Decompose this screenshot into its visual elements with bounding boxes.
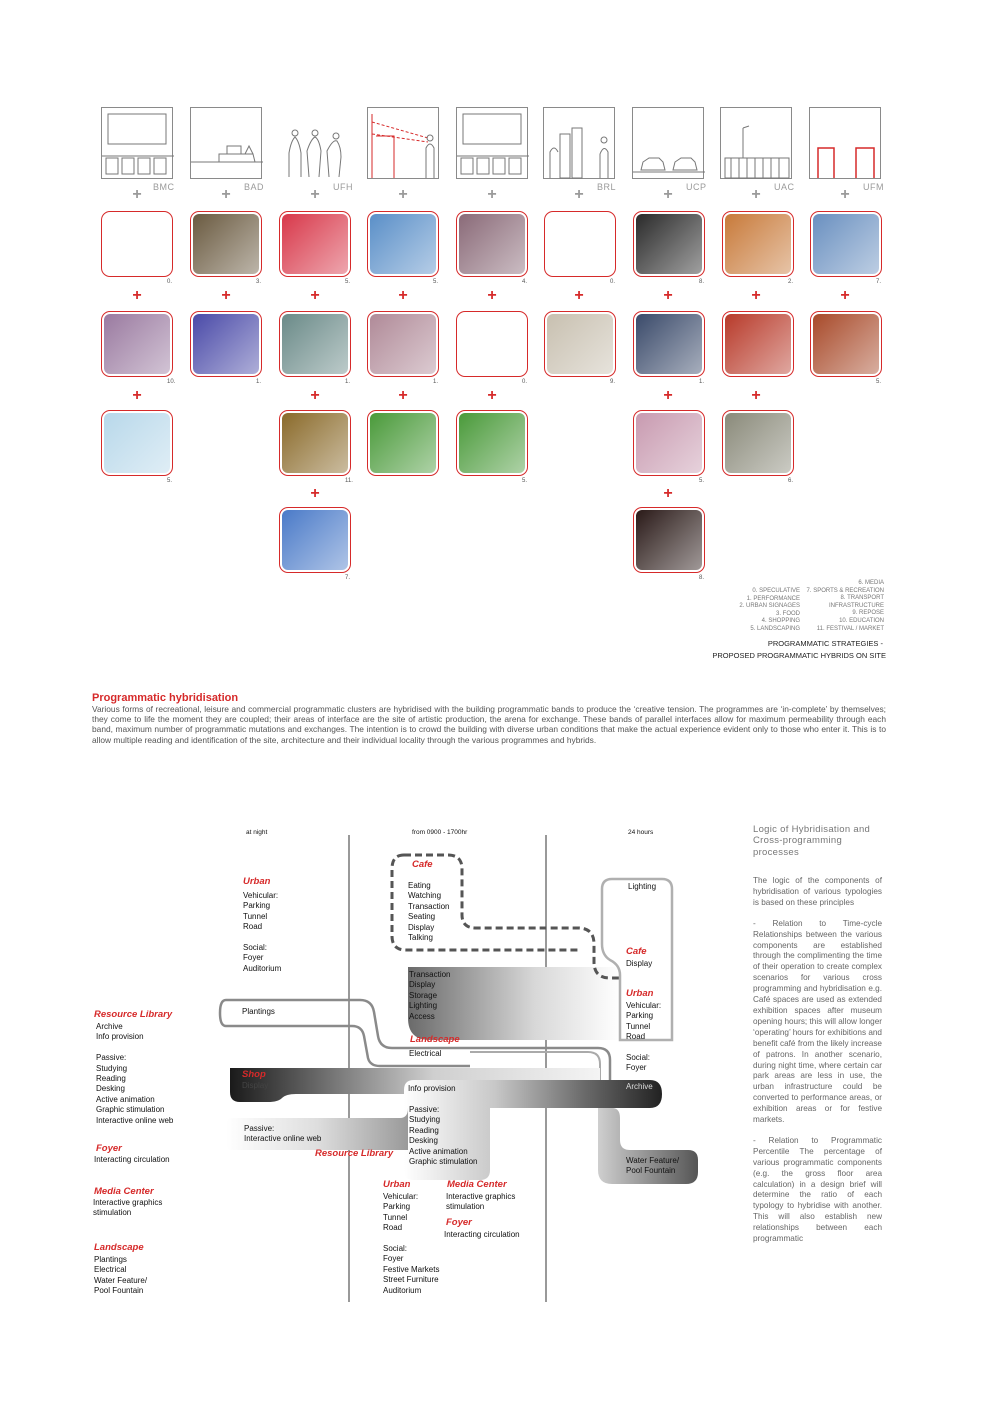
plus-icon: + bbox=[751, 387, 761, 404]
list-line: Foyer bbox=[626, 1063, 647, 1073]
tile-number: 8. bbox=[699, 279, 705, 285]
tile-number: 2. bbox=[788, 279, 794, 285]
section-body: Various forms of recreational, leisure and commercial programmatic clusters are hybridised with the building programmatic bands to produce the ‘creative tension. The programmes are ‘in-complete’ by themselves; they come to life the moment they are coupled; their areas of interface are the site of artistic production, the arena for exchange. These bands of parallel interfaces allow for maximum permeability through each band, maximum number of programmatic mutations and exchanges. The intention is to crowd the building with diverse urban conditions that make the actual experience evident only to those who enter it. This is to allow multiple reading and identification of the site, architecture and their individual locality through the various programmes and hybrids. bbox=[92, 704, 886, 745]
time-label-day: from 0900 - 1700hr bbox=[412, 829, 468, 836]
list-line: Graphic stimulation bbox=[409, 1157, 478, 1167]
list-line: Road bbox=[383, 1223, 403, 1233]
tile-number: 1. bbox=[433, 379, 439, 385]
strategies-line-1: PROGRAMMATIC STRATEGIES - bbox=[767, 639, 883, 648]
cafe-list bbox=[408, 881, 450, 943]
resource-library-mid: Resource Library bbox=[315, 1148, 394, 1159]
list-line: Seating bbox=[408, 912, 436, 922]
plus-icon: + bbox=[132, 186, 142, 203]
legend-item: 5. LANDSCAPING bbox=[750, 625, 800, 632]
legend-item: 1. PERFORMANCE bbox=[746, 595, 800, 602]
shop-title: Shop bbox=[242, 1069, 266, 1080]
cafe-right-line: Display bbox=[626, 959, 653, 968]
list-line: Road bbox=[243, 922, 263, 932]
list-line: Passive: bbox=[409, 1105, 440, 1114]
list-line: stimulation bbox=[93, 1208, 132, 1218]
list-line bbox=[383, 1234, 439, 1244]
sidebar-title: Logic of Hybridisation and Cross-programming processes bbox=[753, 824, 871, 858]
list-line: Vehicular: bbox=[243, 891, 279, 900]
time-label-allday: 24 hours bbox=[628, 829, 654, 836]
plus-icon: + bbox=[221, 186, 231, 203]
tile-number: 6. bbox=[788, 478, 794, 484]
info-provision-label: Info provision bbox=[408, 1084, 456, 1093]
list-line: Vehicular: bbox=[626, 1001, 662, 1010]
urban-top-title: Urban bbox=[243, 876, 271, 887]
list-line: Street Furniture bbox=[383, 1275, 439, 1285]
plus-icon: + bbox=[398, 186, 408, 203]
shop-line: Display bbox=[242, 1081, 269, 1090]
strategies-line-2: PROPOSED PROGRAMMATIC HYBRIDS ON SITE bbox=[712, 651, 886, 660]
legend-item: 8. TRANSPORT bbox=[840, 595, 884, 602]
plus-icon: + bbox=[310, 186, 320, 203]
list-line bbox=[96, 1043, 173, 1053]
sidebar-paragraph-2: - Relation to Time-cycle Relationships between the various components are established through the complimenting the time of their operation to create complex scenarios for various cross programming and hybridisation e.g. Café spaces are used as extended exhibition spaces after museum opening hours; this will allow longer ‘operating’ hours for exhibitions and benefit café from the likely increase of patrons. In another scenario, during night time, where certain car park areas are less in use, the urban infrastructure could be converted to performance areas, or exhibition areas or for festive markets. bbox=[753, 918, 882, 1125]
list-line: Water Feature/ bbox=[94, 1275, 148, 1285]
cafe-right-title: Cafe bbox=[626, 946, 647, 957]
typology-code: UCP bbox=[686, 182, 707, 192]
list-line: Interactive online web bbox=[96, 1115, 174, 1125]
plus-icon: + bbox=[398, 387, 408, 404]
list-line: Watching bbox=[408, 891, 442, 901]
typology-code: BAD bbox=[244, 182, 265, 192]
list-line bbox=[243, 933, 281, 943]
cafe-title: Cafe bbox=[412, 859, 433, 870]
plus-icon: + bbox=[574, 186, 584, 203]
list-line: Interactive graphics bbox=[446, 1192, 516, 1201]
list-line: Plantings bbox=[94, 1255, 127, 1264]
tile-number: 8. bbox=[699, 575, 705, 581]
plus-icon: + bbox=[487, 186, 497, 203]
list-line: Storage bbox=[409, 990, 438, 1000]
plus-icon: + bbox=[663, 287, 673, 304]
bottom-media-list bbox=[446, 1192, 515, 1213]
plus-icon: + bbox=[840, 186, 850, 203]
plantings-cap bbox=[220, 1000, 226, 1026]
list-line: Access bbox=[409, 1011, 435, 1021]
legend-item: 7. SPORTS & RECREATION bbox=[806, 587, 884, 594]
list-line: Auditorium bbox=[383, 1285, 422, 1295]
list-line: Transaction bbox=[408, 901, 450, 911]
list-line: Pool Fountain bbox=[94, 1286, 144, 1296]
tile-number: 5. bbox=[167, 478, 173, 484]
list-line: Active animation bbox=[409, 1146, 468, 1156]
tile-number: 0. bbox=[610, 279, 616, 285]
archive-label: Archive bbox=[626, 1082, 653, 1091]
tile-number: 5. bbox=[876, 379, 882, 385]
list-line: Festive Markets bbox=[383, 1264, 440, 1274]
plus-icon: + bbox=[132, 287, 142, 304]
typology-code: BRL bbox=[597, 182, 617, 192]
legend-item: INFRASTRUCTURE bbox=[829, 602, 884, 609]
bottom-urban-title: Urban bbox=[383, 1179, 411, 1190]
legend-item: 3. FOOD bbox=[775, 610, 800, 617]
tile-number: 11. bbox=[345, 478, 353, 484]
list-line: Interactive online web bbox=[244, 1134, 322, 1144]
left-resource-list bbox=[96, 1022, 173, 1126]
plus-icon: + bbox=[310, 387, 320, 404]
left-resource-title: Resource Library bbox=[94, 1009, 173, 1020]
passive-left-list bbox=[244, 1124, 321, 1145]
landscape-mid-title: Landscape bbox=[410, 1034, 460, 1045]
legend-item: 11. FESTIVAL / MARKET bbox=[816, 625, 884, 632]
sidebar-paragraph-3: - Relation to Programmatic Percentile The percentage of various programmatic components (e.g. the gross floor area calculation) in a design brief will determine the ratio of each typology to hybridise with another. This will also establish new relationships between each programmatic bbox=[753, 1135, 882, 1244]
list-line: Lighting bbox=[409, 1001, 438, 1011]
bottom-foyer-title: Foyer bbox=[446, 1217, 472, 1228]
tile-number: 4. bbox=[522, 279, 528, 285]
list-line: Archive bbox=[96, 1022, 123, 1031]
tile-number: 5. bbox=[522, 478, 528, 484]
plus-icon: + bbox=[574, 287, 584, 304]
list-line: Passive: bbox=[96, 1053, 127, 1063]
bottom-urban-list bbox=[383, 1192, 439, 1296]
list-line: Eating bbox=[408, 881, 431, 890]
urban-right-title: Urban bbox=[626, 988, 654, 999]
list-line: Interacting circulation bbox=[444, 1230, 520, 1239]
list-line: Transaction bbox=[409, 970, 451, 979]
legend-item: 9. REPOSE bbox=[852, 610, 884, 617]
plus-icon: + bbox=[663, 186, 673, 203]
tile-number: 7. bbox=[876, 279, 882, 285]
list-line: Water Feature/ bbox=[626, 1156, 680, 1165]
plus-icon: + bbox=[221, 287, 231, 304]
list-line: Parking bbox=[243, 901, 271, 911]
tile-number: 0. bbox=[167, 279, 173, 285]
list-line: Display bbox=[409, 980, 436, 990]
list-line: Electrical bbox=[94, 1265, 127, 1275]
lighting-label: Lighting bbox=[628, 882, 657, 891]
list-line: stimulation bbox=[446, 1202, 485, 1212]
list-line: Foyer bbox=[243, 953, 264, 963]
list-line: Vehicular: bbox=[383, 1192, 419, 1201]
plus-icon: + bbox=[663, 485, 673, 502]
tile-number: 5. bbox=[345, 279, 351, 285]
electrical-label: Electrical bbox=[409, 1049, 442, 1058]
tile-number: 1. bbox=[256, 379, 262, 385]
sidebar-body bbox=[753, 876, 882, 1255]
tile-number: 9. bbox=[610, 379, 616, 385]
time-label-night: at night bbox=[246, 829, 268, 836]
list-line: Passive: bbox=[244, 1124, 275, 1133]
list-line: Active animation bbox=[96, 1094, 155, 1104]
list-line: Social: bbox=[626, 1053, 651, 1063]
list-line: Studying bbox=[96, 1063, 128, 1073]
left-foyer-list bbox=[94, 1155, 170, 1165]
list-line: Info provision bbox=[96, 1032, 144, 1042]
list-line: Interacting circulation bbox=[94, 1155, 170, 1164]
list-line: Auditorium bbox=[243, 963, 282, 973]
left-media-list bbox=[93, 1198, 162, 1219]
list-line: Social: bbox=[243, 943, 268, 953]
section-title: Programmatic hybridisation bbox=[92, 692, 239, 704]
plus-icon: + bbox=[487, 387, 497, 404]
list-line: Reading bbox=[96, 1074, 126, 1084]
tile-number: 5. bbox=[699, 478, 705, 484]
urban-top-list bbox=[243, 891, 281, 974]
list-line: Talking bbox=[408, 933, 433, 943]
list-line: Interactive graphics bbox=[93, 1198, 163, 1207]
bottom-media-title: Media Center bbox=[447, 1179, 507, 1190]
plus-icon: + bbox=[398, 287, 408, 304]
left-media-title: Media Center bbox=[94, 1186, 154, 1197]
list-line: Reading bbox=[409, 1125, 439, 1135]
list-line: Foyer bbox=[383, 1254, 404, 1264]
urban-right-list bbox=[626, 1001, 661, 1074]
legend-item: 2. URBAN SIGNAGES bbox=[739, 603, 800, 610]
list-line: Display bbox=[408, 922, 435, 932]
tile-number: 5. bbox=[433, 279, 439, 285]
plus-icon: + bbox=[310, 287, 320, 304]
plus-icon: + bbox=[132, 387, 142, 404]
plantings-label: Plantings bbox=[242, 1007, 275, 1016]
list-line bbox=[626, 1043, 661, 1053]
plus-icon: + bbox=[663, 387, 673, 404]
plus-icon: + bbox=[751, 186, 761, 203]
plus-icon: + bbox=[487, 287, 497, 304]
list-line: Tunnel bbox=[243, 911, 268, 921]
tile-number: 0. bbox=[522, 379, 528, 385]
list-line: Graphic stimulation bbox=[96, 1105, 165, 1115]
list-line: Studying bbox=[409, 1115, 441, 1125]
transaction-list bbox=[409, 970, 451, 1022]
tile-number: 7. bbox=[345, 575, 351, 581]
list-line: Desking bbox=[96, 1084, 125, 1094]
passive-mid-list bbox=[409, 1105, 477, 1167]
water-feature-list bbox=[626, 1156, 679, 1177]
list-line: Parking bbox=[383, 1202, 411, 1212]
left-landscape-list bbox=[94, 1255, 147, 1297]
tile-number: 3. bbox=[256, 279, 262, 285]
list-line: Tunnel bbox=[383, 1212, 408, 1222]
list-line: Social: bbox=[383, 1244, 408, 1254]
legend-item: 6. MEDIA bbox=[858, 580, 884, 586]
typology-code: UFH bbox=[333, 182, 353, 192]
left-foyer-title: Foyer bbox=[96, 1143, 122, 1154]
list-line: Desking bbox=[409, 1136, 438, 1146]
legend-item: 0. SPECULATIVE bbox=[752, 588, 800, 594]
list-line: Pool Fountain bbox=[626, 1166, 676, 1176]
typology-code: UAC bbox=[774, 182, 795, 192]
bottom-foyer-list bbox=[444, 1230, 520, 1240]
typology-code: UFM bbox=[863, 182, 884, 192]
sidebar-paragraph-1: The logic of the components of hybridisation of various typologies is based on these principles bbox=[753, 876, 882, 907]
tile-number: 10. bbox=[167, 379, 176, 385]
tile-number: 1. bbox=[699, 379, 705, 385]
list-line: Tunnel bbox=[626, 1021, 651, 1031]
tile-number: 1. bbox=[345, 379, 351, 385]
plus-icon: + bbox=[751, 287, 761, 304]
plus-icon: + bbox=[840, 287, 850, 304]
left-landscape-title: Landscape bbox=[94, 1242, 144, 1253]
legend-item: 10. EDUCATION bbox=[839, 617, 884, 624]
plus-icon: + bbox=[310, 485, 320, 502]
legend-item: 4. SHOPPING bbox=[761, 618, 800, 625]
list-line: Parking bbox=[626, 1011, 654, 1021]
list-line: Road bbox=[626, 1032, 646, 1042]
typology-code: BMC bbox=[153, 182, 175, 192]
